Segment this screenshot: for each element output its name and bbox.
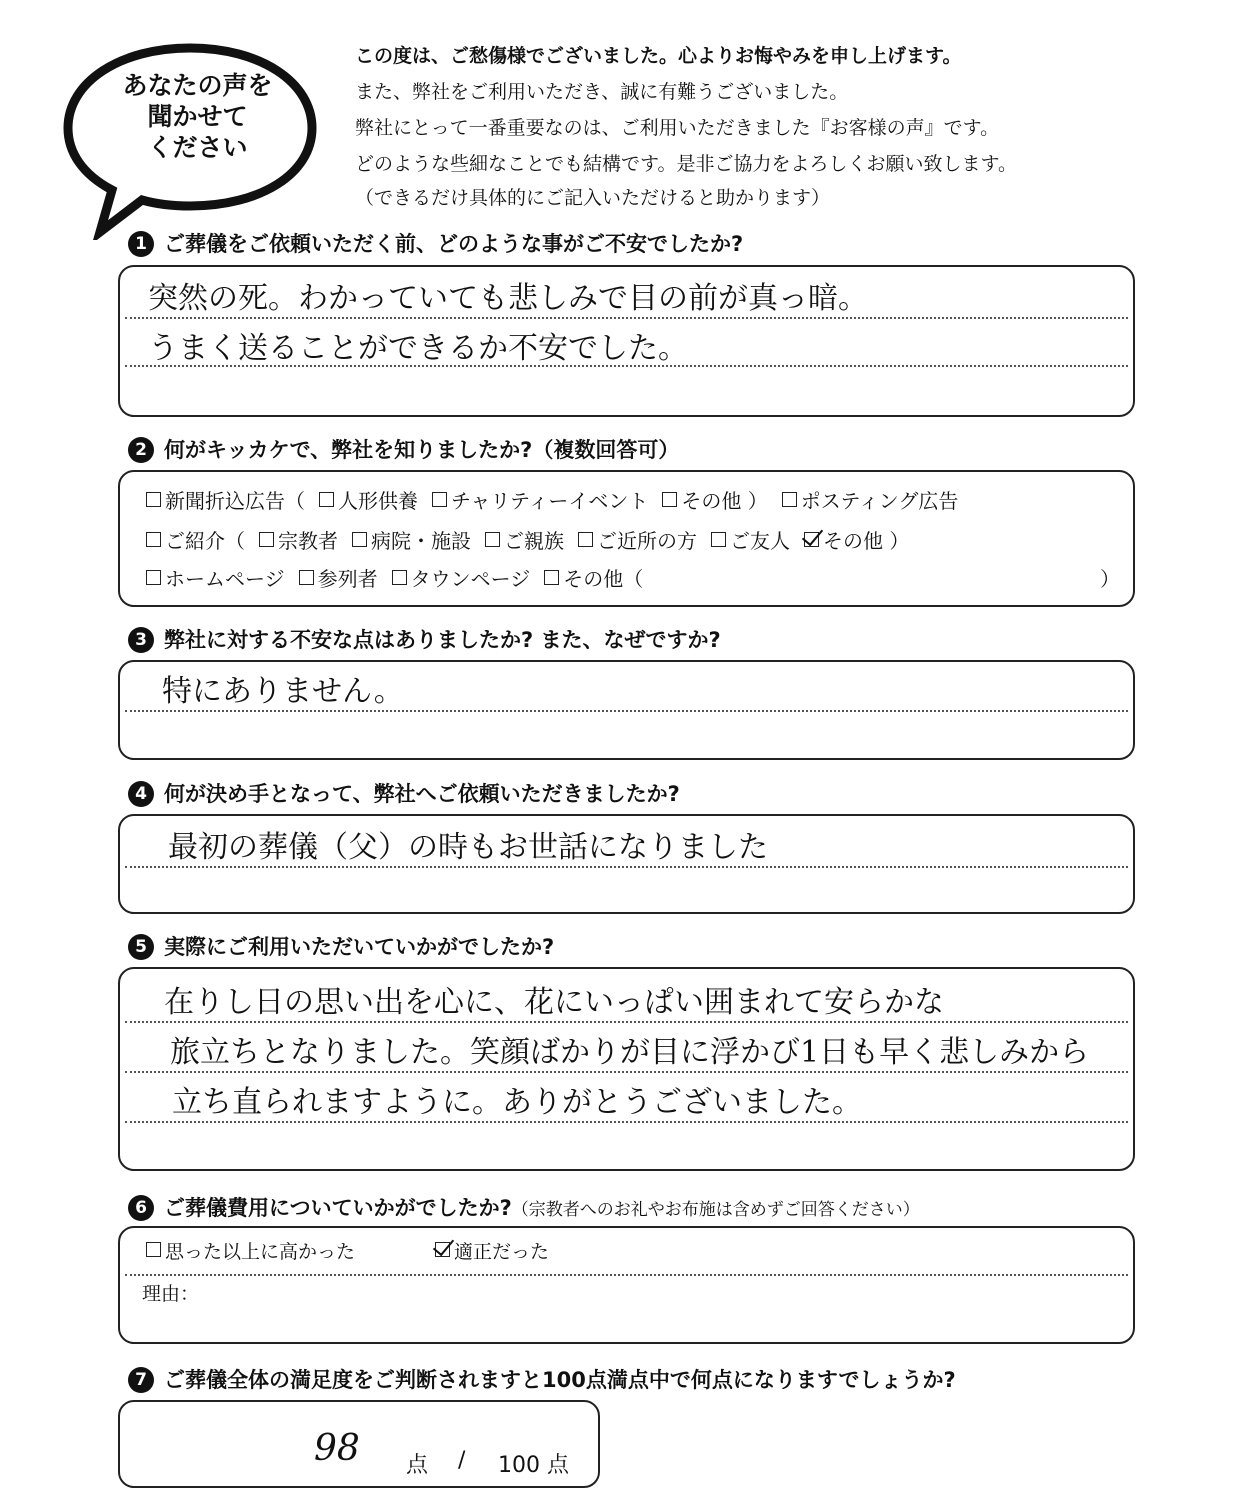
option-friends[interactable]: ご友人 bbox=[711, 529, 790, 553]
checkbox-icon[interactable] bbox=[146, 1242, 161, 1257]
question-label: 何がキッカケで、弊社を知りましたか?（複数回答可） bbox=[164, 438, 680, 462]
question-7 bbox=[128, 1365, 956, 1395]
intro-line-1: この度は、ご愁傷様でございました。心よりお悔やみを申し上げます。 bbox=[355, 45, 962, 67]
option-other-3[interactable]: その他（ bbox=[544, 567, 643, 591]
question-number: 5 bbox=[128, 934, 154, 960]
option-referral[interactable]: ご紹介（ bbox=[146, 529, 245, 553]
checkbox-icon[interactable] bbox=[578, 532, 593, 547]
question-6 bbox=[128, 1193, 920, 1225]
bubble-line-1: あなたの声を bbox=[122, 71, 273, 100]
checkbox-icon[interactable] bbox=[146, 532, 161, 547]
handwritten-answer: 最初の葬儀（父）の時もお世話になりました bbox=[168, 830, 768, 865]
handwritten-answer: 立ち直られますように。ありがとうございました。 bbox=[172, 1085, 862, 1120]
option-row-1 bbox=[146, 487, 972, 515]
answer-rule bbox=[125, 1071, 1128, 1073]
option-doll-memorial[interactable]: 人形供養 bbox=[319, 489, 418, 513]
checkbox-icon[interactable] bbox=[662, 492, 677, 507]
option-row-3 bbox=[146, 565, 657, 593]
checkbox-icon[interactable] bbox=[319, 492, 334, 507]
intro-line-2: また、弊社をご利用いただき、誠に有難うございました。 bbox=[355, 81, 849, 103]
option-posting-ad[interactable]: ポスティング広告 bbox=[782, 489, 959, 513]
intro-line-5: （できるだけ具体的にご記入いただけると助かります） bbox=[355, 187, 831, 209]
checkbox-icon[interactable] bbox=[352, 532, 367, 547]
option-appropriate[interactable]: 適正だった bbox=[435, 1241, 549, 1263]
question-number: 1 bbox=[128, 231, 154, 257]
question-label: 実際にご利用いただいていかがでしたか? bbox=[164, 935, 555, 959]
checkbox-icon[interactable] bbox=[432, 492, 447, 507]
checkbox-icon[interactable] bbox=[392, 570, 407, 585]
option-other-1[interactable]: その他 ） bbox=[662, 489, 767, 513]
question-label: 弊社に対する不安な点はありましたか? また、なぜですか? bbox=[164, 628, 721, 652]
answer-box-6 bbox=[118, 1226, 1135, 1344]
cost-options bbox=[146, 1238, 563, 1266]
option-newspaper[interactable]: 新聞折込広告（ bbox=[146, 489, 305, 513]
option-homepage[interactable]: ホームページ bbox=[146, 567, 285, 591]
option-other-2[interactable]: その他 ） bbox=[804, 529, 909, 553]
answer-box-2 bbox=[118, 470, 1135, 607]
answer-box-3[interactable] bbox=[118, 660, 1135, 760]
handwritten-answer: 突然の死。わかっていても悲しみで目の前が真っ暗。 bbox=[148, 281, 868, 316]
question-note: （宗教者へのお礼やお布施は含めずご回答ください） bbox=[511, 1200, 920, 1220]
answer-box-1[interactable] bbox=[118, 265, 1135, 417]
checkbox-icon[interactable] bbox=[711, 532, 726, 547]
score-max: 100 点 bbox=[498, 1453, 569, 1478]
question-4 bbox=[128, 779, 680, 809]
question-1 bbox=[128, 229, 743, 259]
question-number: 2 bbox=[128, 437, 154, 463]
bubble-line-3: ください bbox=[147, 133, 248, 162]
question-number: 6 bbox=[128, 1195, 154, 1221]
score-value: 98 bbox=[314, 1428, 360, 1469]
option-hospital[interactable]: 病院・施設 bbox=[352, 529, 471, 553]
answer-rule bbox=[125, 317, 1128, 319]
checkbox-icon[interactable] bbox=[259, 532, 274, 547]
question-label: ご葬儀費用についていかがでしたか? bbox=[164, 1196, 512, 1220]
checked-checkbox-icon[interactable] bbox=[804, 532, 819, 547]
question-number: 3 bbox=[128, 627, 154, 653]
bubble-text bbox=[85, 70, 310, 163]
answer-rule bbox=[125, 866, 1128, 868]
question-5 bbox=[128, 932, 554, 962]
question-label: ご葬儀全体の満足度をご判断されますと100点満点中で何点になりますでしょうか? bbox=[164, 1368, 956, 1392]
question-label: 何が決め手となって、弊社へご依頼いただきましたか? bbox=[164, 782, 680, 806]
question-3 bbox=[128, 625, 721, 655]
handwritten-answer: 在りし日の思い出を心に、花にいっぱい囲まれて安らかな bbox=[164, 985, 944, 1020]
handwritten-answer: 特にありません。 bbox=[162, 674, 404, 709]
reason-label: 理由： bbox=[142, 1283, 200, 1305]
question-2 bbox=[128, 435, 679, 465]
option-townpage[interactable]: タウンページ bbox=[392, 567, 531, 591]
other-close-paren: ） bbox=[1100, 567, 1120, 591]
option-neighbors[interactable]: ご近所の方 bbox=[578, 529, 697, 553]
bubble-line-2: 聞かせて bbox=[147, 102, 248, 131]
answer-rule bbox=[125, 1121, 1128, 1123]
answer-box-5[interactable] bbox=[118, 967, 1135, 1171]
option-row-2 bbox=[146, 527, 923, 555]
checkbox-icon[interactable] bbox=[146, 492, 161, 507]
checkbox-icon[interactable] bbox=[146, 570, 161, 585]
question-label: ご葬儀をご依頼いただく前、どのような事がご不安でしたか? bbox=[164, 232, 744, 256]
intro-line-3: 弊社にとって一番重要なのは、ご利用いただきました『お客様の声』です。 bbox=[355, 117, 1000, 139]
handwritten-answer: 旅立ちとなりました。笑顔ばかりが目に浮かび1日も早く悲しみから bbox=[170, 1035, 1090, 1070]
option-attendee[interactable]: 参列者 bbox=[299, 567, 378, 591]
option-relatives[interactable]: ご親族 bbox=[485, 529, 564, 553]
checkbox-icon[interactable] bbox=[782, 492, 797, 507]
answer-rule bbox=[125, 1021, 1128, 1023]
answer-rule bbox=[125, 1274, 1128, 1276]
handwritten-answer: うまく送ることができるか不安でした。 bbox=[148, 331, 688, 366]
answer-box-4[interactable] bbox=[118, 814, 1135, 914]
question-number: 7 bbox=[128, 1367, 154, 1393]
score-unit: 点 bbox=[406, 1453, 429, 1478]
option-charity-event[interactable]: チャリティーイベント bbox=[432, 489, 648, 513]
score-slash: / bbox=[458, 1448, 466, 1473]
intro-line-4: どのような些細なことでも結構です。是非ご協力をよろしくお願い致します。 bbox=[355, 153, 1017, 175]
checkbox-icon[interactable] bbox=[485, 532, 500, 547]
checkbox-icon[interactable] bbox=[299, 570, 314, 585]
score-box[interactable] bbox=[118, 1400, 600, 1488]
checked-checkbox-icon[interactable] bbox=[435, 1242, 450, 1257]
answer-rule bbox=[125, 710, 1128, 712]
option-religious[interactable]: 宗教者 bbox=[259, 529, 338, 553]
question-number: 4 bbox=[128, 781, 154, 807]
option-too-expensive[interactable]: 思った以上に高かった bbox=[146, 1241, 355, 1263]
checkbox-icon[interactable] bbox=[544, 570, 559, 585]
